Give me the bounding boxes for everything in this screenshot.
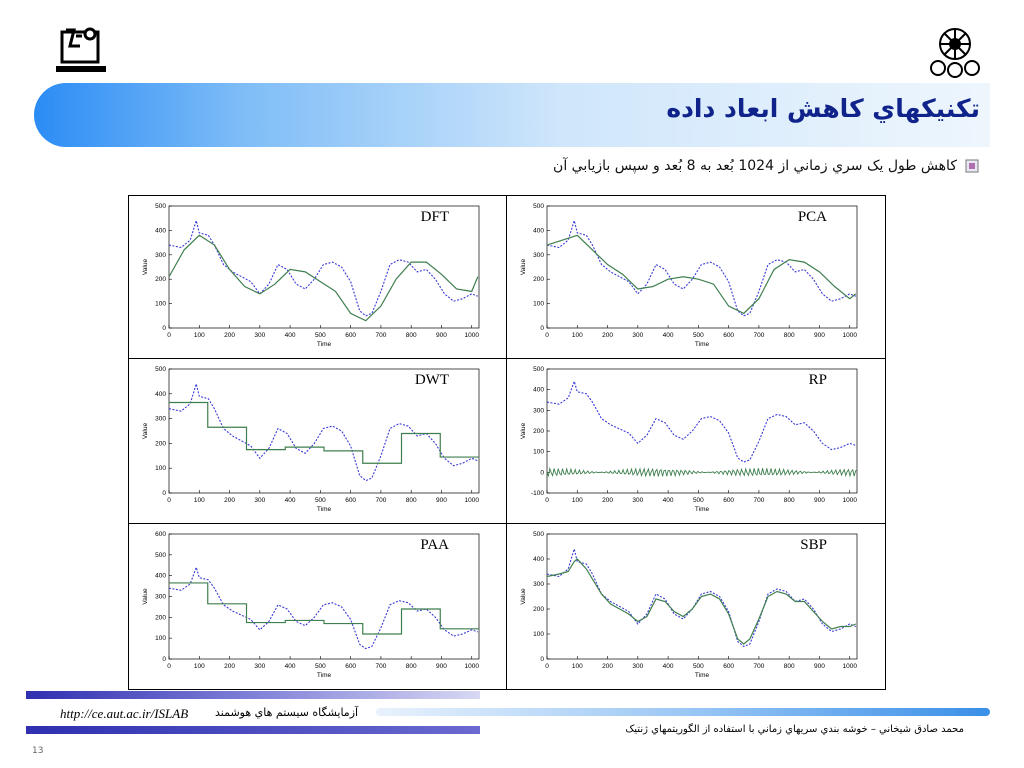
panel-label: RP	[808, 372, 827, 388]
y-tick-label: 400	[533, 386, 544, 394]
x-tick-label: 300	[254, 497, 266, 504]
panel-label: SBP	[800, 537, 827, 553]
y-tick-label: 0	[540, 325, 544, 332]
x-tick-label: 400	[662, 497, 674, 504]
x-tick-label: 900	[814, 497, 825, 504]
x-tick-label: 400	[284, 663, 296, 670]
x-tick-label: 900	[814, 332, 825, 339]
x-tick-label: 0	[167, 663, 171, 670]
x-tick-label: 300	[632, 332, 644, 339]
x-tick-label: 0	[545, 663, 549, 670]
panel-label: DFT	[420, 209, 449, 225]
x-tick-label: 200	[602, 497, 613, 504]
x-tick-label: 600	[345, 332, 357, 339]
panel-label: DWT	[414, 372, 449, 388]
y-tick-label: 200	[155, 614, 166, 622]
y-axis-label: Value	[520, 588, 527, 605]
y-tick-label: 500	[155, 366, 166, 373]
x-tick-label: 100	[193, 497, 205, 504]
x-tick-label: 600	[723, 663, 735, 670]
x-axis-label: Time	[316, 672, 332, 679]
y-axis-label: Value	[520, 258, 527, 276]
page-number: 13	[32, 746, 44, 756]
x-tick-label: 800	[405, 332, 417, 339]
y-tick-label: 600	[155, 531, 166, 538]
x-tick-label: 700	[753, 332, 765, 339]
footer-lab-name: آزمايشگاه سيستم هاي هوشمند	[215, 706, 359, 719]
original-series-line	[547, 381, 856, 462]
x-tick-label: 700	[375, 497, 387, 504]
x-tick-label: 200	[224, 332, 235, 339]
approx-series-line	[547, 235, 856, 313]
x-tick-label: 500	[314, 663, 326, 670]
y-tick-label: 0	[162, 656, 166, 663]
x-tick-label: 100	[571, 497, 583, 504]
slide-title: تکنيکهاي کاهش ابعاد داده	[666, 94, 980, 123]
original-series-line	[547, 221, 856, 316]
x-tick-label: 400	[284, 497, 296, 504]
y-tick-label: 400	[155, 390, 166, 398]
x-tick-label: 800	[405, 497, 417, 504]
y-tick-label: 0	[540, 656, 544, 663]
y-tick-label: 300	[155, 593, 166, 601]
x-tick-label: 700	[753, 497, 765, 504]
x-tick-label: 500	[692, 332, 704, 339]
chart-panel-rp	[520, 366, 857, 513]
x-tick-label: 400	[662, 332, 674, 339]
approx-series-line	[547, 559, 856, 644]
original-series-line	[169, 221, 478, 316]
x-tick-label: 400	[662, 663, 674, 670]
y-tick-label: 0	[162, 325, 166, 332]
original-series-line	[169, 567, 478, 648]
y-axis-label: Value	[142, 422, 149, 440]
x-tick-label: 400	[284, 332, 296, 339]
x-tick-label: 600	[345, 663, 357, 670]
x-tick-label: 300	[632, 497, 644, 504]
x-tick-label: 100	[193, 332, 205, 339]
x-axis-label: Time	[694, 341, 710, 348]
x-tick-label: 700	[375, 663, 387, 670]
x-tick-label: 0	[167, 497, 171, 504]
chart-panel-sbp	[520, 531, 857, 679]
y-tick-label: 500	[533, 203, 544, 210]
x-tick-label: 200	[602, 663, 613, 670]
approx-series-line	[547, 468, 857, 476]
x-tick-label: 1000	[464, 332, 479, 339]
x-tick-label: 1000	[842, 332, 857, 339]
x-tick-label: 1000	[464, 497, 479, 504]
y-axis-label: Value	[142, 258, 149, 276]
x-tick-label: 800	[405, 663, 417, 670]
y-tick-label: 200	[533, 428, 544, 435]
x-tick-label: 1000	[842, 497, 857, 504]
y-tick-label: 200	[533, 606, 544, 613]
charts-canvas	[129, 196, 885, 689]
chart-panel-dwt	[142, 366, 479, 513]
x-tick-label: 600	[723, 332, 735, 339]
y-tick-label: 200	[155, 440, 166, 448]
x-axis-label: Time	[694, 672, 710, 679]
y-tick-label: 100	[155, 300, 166, 308]
footer-bar-left-top	[26, 691, 480, 699]
original-series-line	[169, 384, 478, 481]
y-tick-label: 500	[533, 531, 544, 538]
panel-label: PAA	[420, 537, 449, 553]
x-tick-label: 500	[692, 663, 704, 670]
bullet-item	[553, 158, 979, 174]
y-tick-label: 200	[155, 276, 166, 284]
y-tick-label: 0	[162, 490, 166, 497]
x-tick-label: 500	[314, 332, 326, 339]
y-tick-label: 300	[155, 251, 166, 259]
x-tick-label: 0	[167, 332, 171, 339]
y-tick-label: 300	[533, 581, 544, 588]
y-tick-label: 300	[533, 251, 544, 259]
x-tick-label: 0	[545, 332, 549, 339]
isl-lab-logo-icon	[52, 24, 108, 80]
x-tick-label: 800	[783, 332, 795, 339]
x-tick-label: 600	[723, 497, 735, 504]
footer-url[interactable]: http://ce.aut.ac.ir/ISLAB	[60, 706, 189, 721]
x-tick-label: 1000	[464, 663, 479, 670]
x-tick-label: 100	[193, 663, 205, 670]
x-tick-label: 900	[436, 663, 447, 670]
footer-bar-left-bottom	[26, 726, 480, 734]
y-tick-label: -100	[530, 490, 544, 497]
y-tick-label: 500	[533, 366, 544, 373]
panel-label: PCA	[797, 209, 827, 225]
y-tick-label: 0	[540, 469, 544, 477]
y-tick-label: 100	[155, 635, 166, 643]
x-tick-label: 900	[436, 332, 447, 339]
y-tick-label: 400	[155, 227, 166, 235]
university-emblem-icon	[926, 22, 984, 80]
x-tick-label: 200	[602, 332, 613, 339]
x-tick-label: 200	[224, 497, 235, 504]
x-tick-label: 800	[783, 663, 795, 670]
x-tick-label: 800	[783, 497, 795, 504]
x-axis-label: Time	[316, 341, 332, 348]
x-tick-label: 700	[753, 663, 765, 670]
footer-author: محمد صادق شيخاني – خوشه بندي سريهاي زماني با استفاده از الگوريتمهاي ژنتيک	[625, 724, 964, 735]
x-tick-label: 900	[814, 663, 825, 670]
x-tick-label: 900	[436, 497, 447, 504]
bullet-text: کاهش طول يک سري زماني از 1024 بُعد به 8 بُعد و سپس بازيابي آن	[553, 158, 957, 174]
bullet-square-icon	[965, 159, 979, 173]
y-tick-label: 400	[155, 572, 166, 580]
x-axis-label: Time	[316, 506, 332, 513]
x-axis-label: Time	[694, 506, 710, 513]
y-tick-label: 500	[155, 551, 166, 559]
chart-grid	[128, 195, 886, 690]
original-series-line	[547, 549, 856, 647]
chart-panel-paa	[142, 531, 479, 679]
x-tick-label: 500	[692, 497, 704, 504]
x-tick-label: 100	[571, 332, 583, 339]
y-axis-label: Value	[142, 588, 149, 605]
y-tick-label: 100	[533, 300, 544, 308]
x-tick-label: 500	[314, 497, 326, 504]
y-tick-label: 100	[155, 465, 166, 473]
chart-panel-pca	[520, 203, 857, 348]
x-tick-label: 600	[345, 497, 357, 504]
y-tick-label: 300	[533, 407, 544, 415]
x-tick-label: 200	[224, 663, 235, 670]
x-tick-label: 100	[571, 663, 583, 670]
x-tick-label: 700	[375, 332, 387, 339]
y-tick-label: 100	[533, 448, 544, 456]
y-axis-label: Value	[520, 422, 527, 440]
x-tick-label: 0	[545, 497, 549, 504]
x-tick-label: 300	[254, 332, 266, 339]
footer-bar-right	[376, 708, 990, 716]
y-tick-label: 400	[533, 556, 544, 563]
x-tick-label: 1000	[842, 663, 857, 670]
y-tick-label: 400	[533, 227, 544, 235]
chart-panel-dft	[142, 203, 479, 348]
y-tick-label: 500	[155, 203, 166, 210]
x-tick-label: 300	[632, 663, 644, 670]
x-tick-label: 300	[254, 663, 266, 670]
y-tick-label: 200	[533, 276, 544, 284]
y-tick-label: 300	[155, 415, 166, 423]
y-tick-label: 100	[533, 631, 544, 638]
